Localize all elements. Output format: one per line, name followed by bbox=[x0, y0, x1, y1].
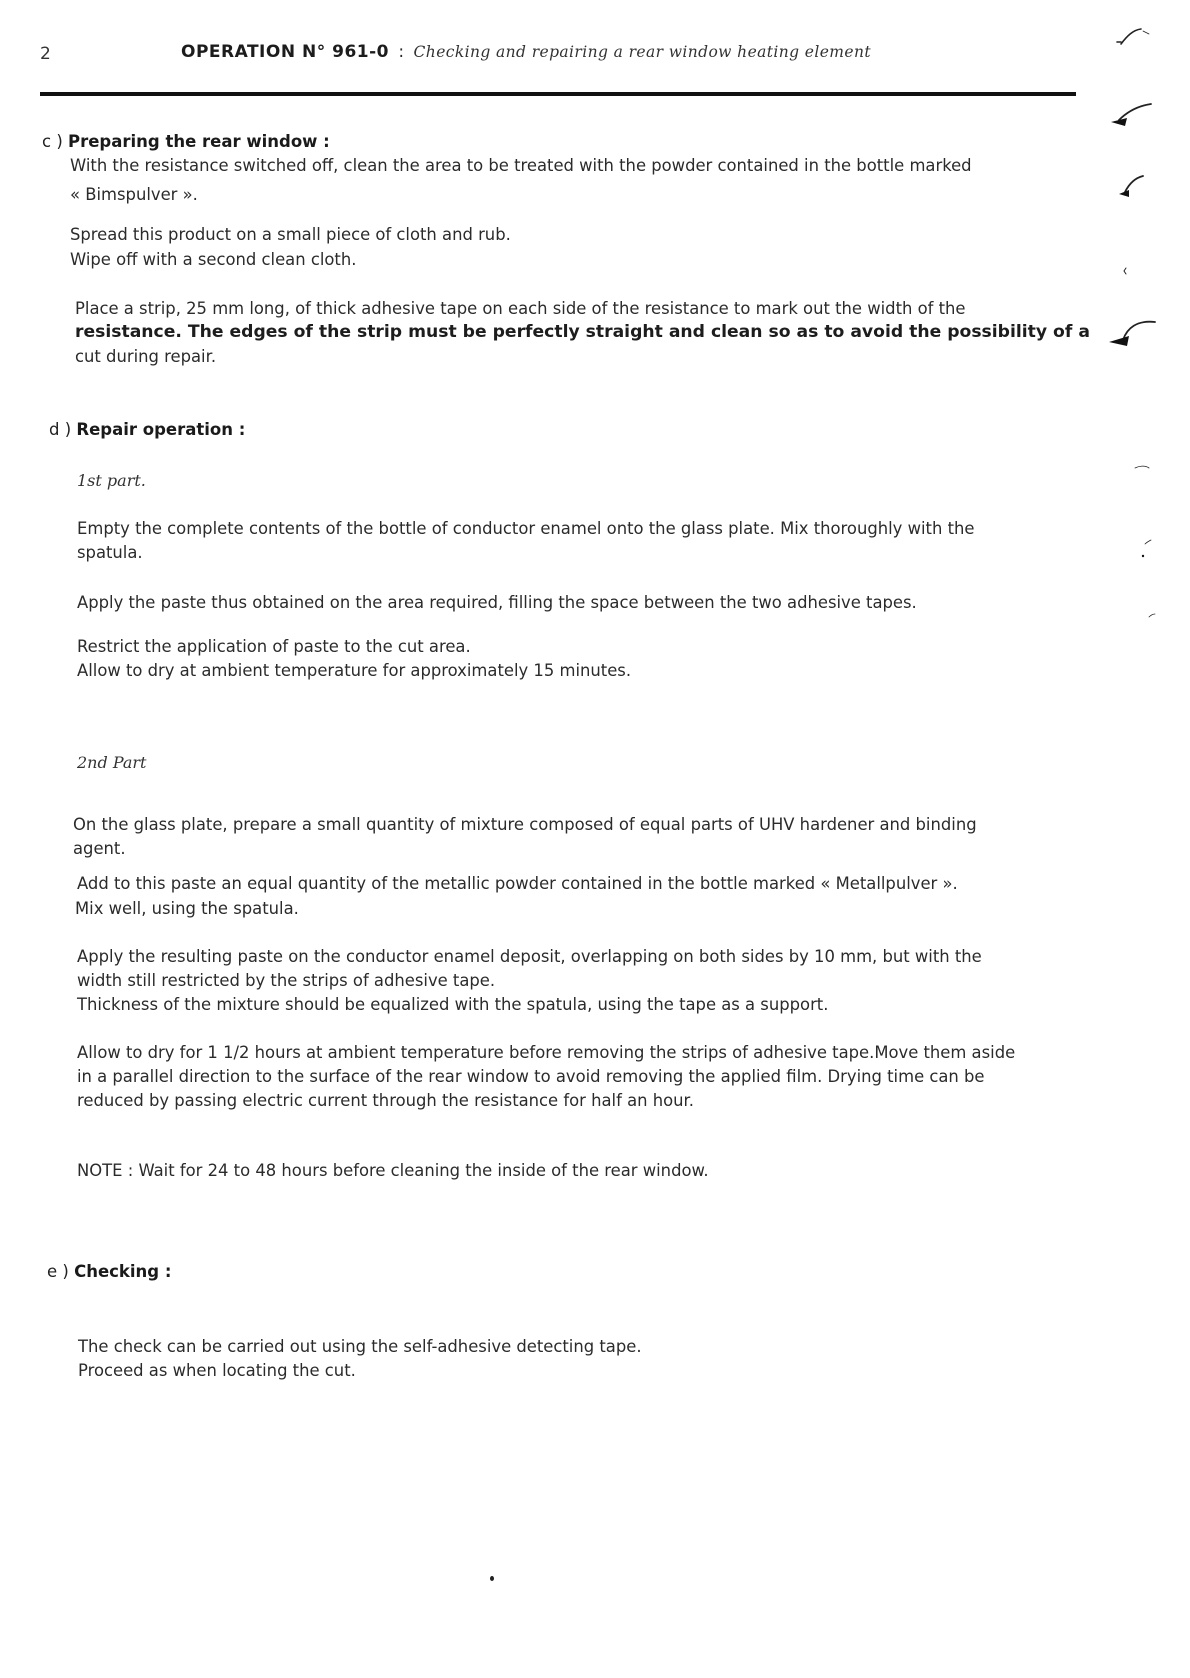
section-c-paragraph-1-line-1: With the resistance switched off, clean the area to be treated with the powder contained in the bottle marked bbox=[70, 156, 972, 175]
part-2-paragraph-2-line-2: Mix well, using the spatula. bbox=[75, 899, 299, 918]
section-c-paragraph-1-line-2: « Bimspulver ». bbox=[70, 185, 198, 204]
part-2-paragraph-1-line-2: agent. bbox=[73, 839, 126, 858]
part-2-paragraph-1-line-1: On the glass plate, prepare a small quantity of mixture composed of equal parts of UHV hardener and binding bbox=[73, 815, 977, 834]
section-c-paragraph-3-line-3: cut during repair. bbox=[75, 347, 217, 366]
section-e-letter: e ) bbox=[47, 1262, 69, 1281]
part-1-title: 1st part. bbox=[77, 471, 146, 490]
part-2-title: 2nd Part bbox=[77, 753, 147, 772]
section-e-paragraph-1-line-2: Proceed as when locating the cut. bbox=[78, 1361, 356, 1380]
section-e-title: Checking : bbox=[74, 1262, 172, 1281]
part-2-paragraph-4-line-1: Allow to dry for 1 1/2 hours at ambient temperature before removing the strips of adhesive tape.Move them aside bbox=[77, 1043, 1016, 1062]
part-2-paragraph-3-line-3: Thickness of the mixture should be equalized with the spatula, using the tape as a support. bbox=[77, 995, 829, 1014]
header-rule bbox=[40, 92, 1076, 96]
part-1-paragraph-2: Apply the paste thus obtained on the area required, filling the space between the two adhesive tapes. bbox=[77, 593, 917, 612]
section-c-paragraph-2-line-1: Spread this product on a small piece of cloth and rub. bbox=[70, 225, 511, 244]
part-2-paragraph-4-line-3: reduced by passing electric current through the resistance for half an hour. bbox=[77, 1091, 694, 1110]
page-header bbox=[0, 0, 1190, 100]
part-2-paragraph-4-line-2: in a parallel direction to the surface of the rear window to avoid removing the applied film. Drying time can be bbox=[77, 1067, 985, 1086]
section-c-paragraph-2-line-2: Wipe off with a second clean cloth. bbox=[70, 250, 357, 269]
section-c-paragraph-3-line-1: Place a strip, 25 mm long, of thick adhesive tape on each side of the resistance to mark out the width of the bbox=[75, 299, 966, 318]
part-2-paragraph-3-line-1: Apply the resulting paste on the conductor enamel deposit, overlapping on both sides by 10 mm, but with the bbox=[77, 947, 982, 966]
header-title bbox=[181, 42, 871, 62]
part-1-paragraph-1-line-2: spatula. bbox=[77, 543, 143, 562]
section-d-heading bbox=[49, 420, 245, 439]
section-c-title: Preparing the rear window : bbox=[68, 132, 330, 151]
section-c-heading bbox=[42, 132, 330, 151]
margin-scan-marks bbox=[1105, 0, 1190, 1678]
operation-subtitle: Checking and repairing a rear window heating element bbox=[413, 43, 871, 61]
part-1-paragraph-1-line-1: Empty the complete contents of the bottle of conductor enamel onto the glass plate. Mix thoroughly with the bbox=[77, 519, 975, 538]
section-d-letter: d ) bbox=[49, 420, 72, 439]
section-c-paragraph-3-line-2: resistance. The edges of the strip must be perfectly straight and clean so as to avoid the possibility of a bbox=[75, 322, 1090, 342]
operation-number: OPERATION N° 961-0 bbox=[181, 42, 389, 62]
header-separator: : bbox=[398, 42, 405, 62]
page-number: 2 bbox=[40, 44, 51, 64]
part-2-paragraph-2-line-1: Add to this paste an equal quantity of the metallic powder contained in the bottle marked « Metallpulver ». bbox=[77, 874, 958, 893]
section-e-heading bbox=[47, 1262, 171, 1281]
section-e-paragraph-1-line-1: The check can be carried out using the self-adhesive detecting tape. bbox=[78, 1337, 642, 1356]
scan-dot bbox=[490, 1576, 494, 1581]
section-d-title: Repair operation : bbox=[76, 420, 246, 439]
part-2-paragraph-3-line-2: width still restricted by the strips of adhesive tape. bbox=[77, 971, 496, 990]
part-1-paragraph-3-line-2: Allow to dry at ambient temperature for approximately 15 minutes. bbox=[77, 661, 632, 680]
part-1-paragraph-3-line-1: Restrict the application of paste to the cut area. bbox=[77, 637, 471, 656]
section-c-letter: c ) bbox=[42, 132, 63, 151]
note-text: NOTE : Wait for 24 to 48 hours before cleaning the inside of the rear window. bbox=[77, 1161, 709, 1180]
